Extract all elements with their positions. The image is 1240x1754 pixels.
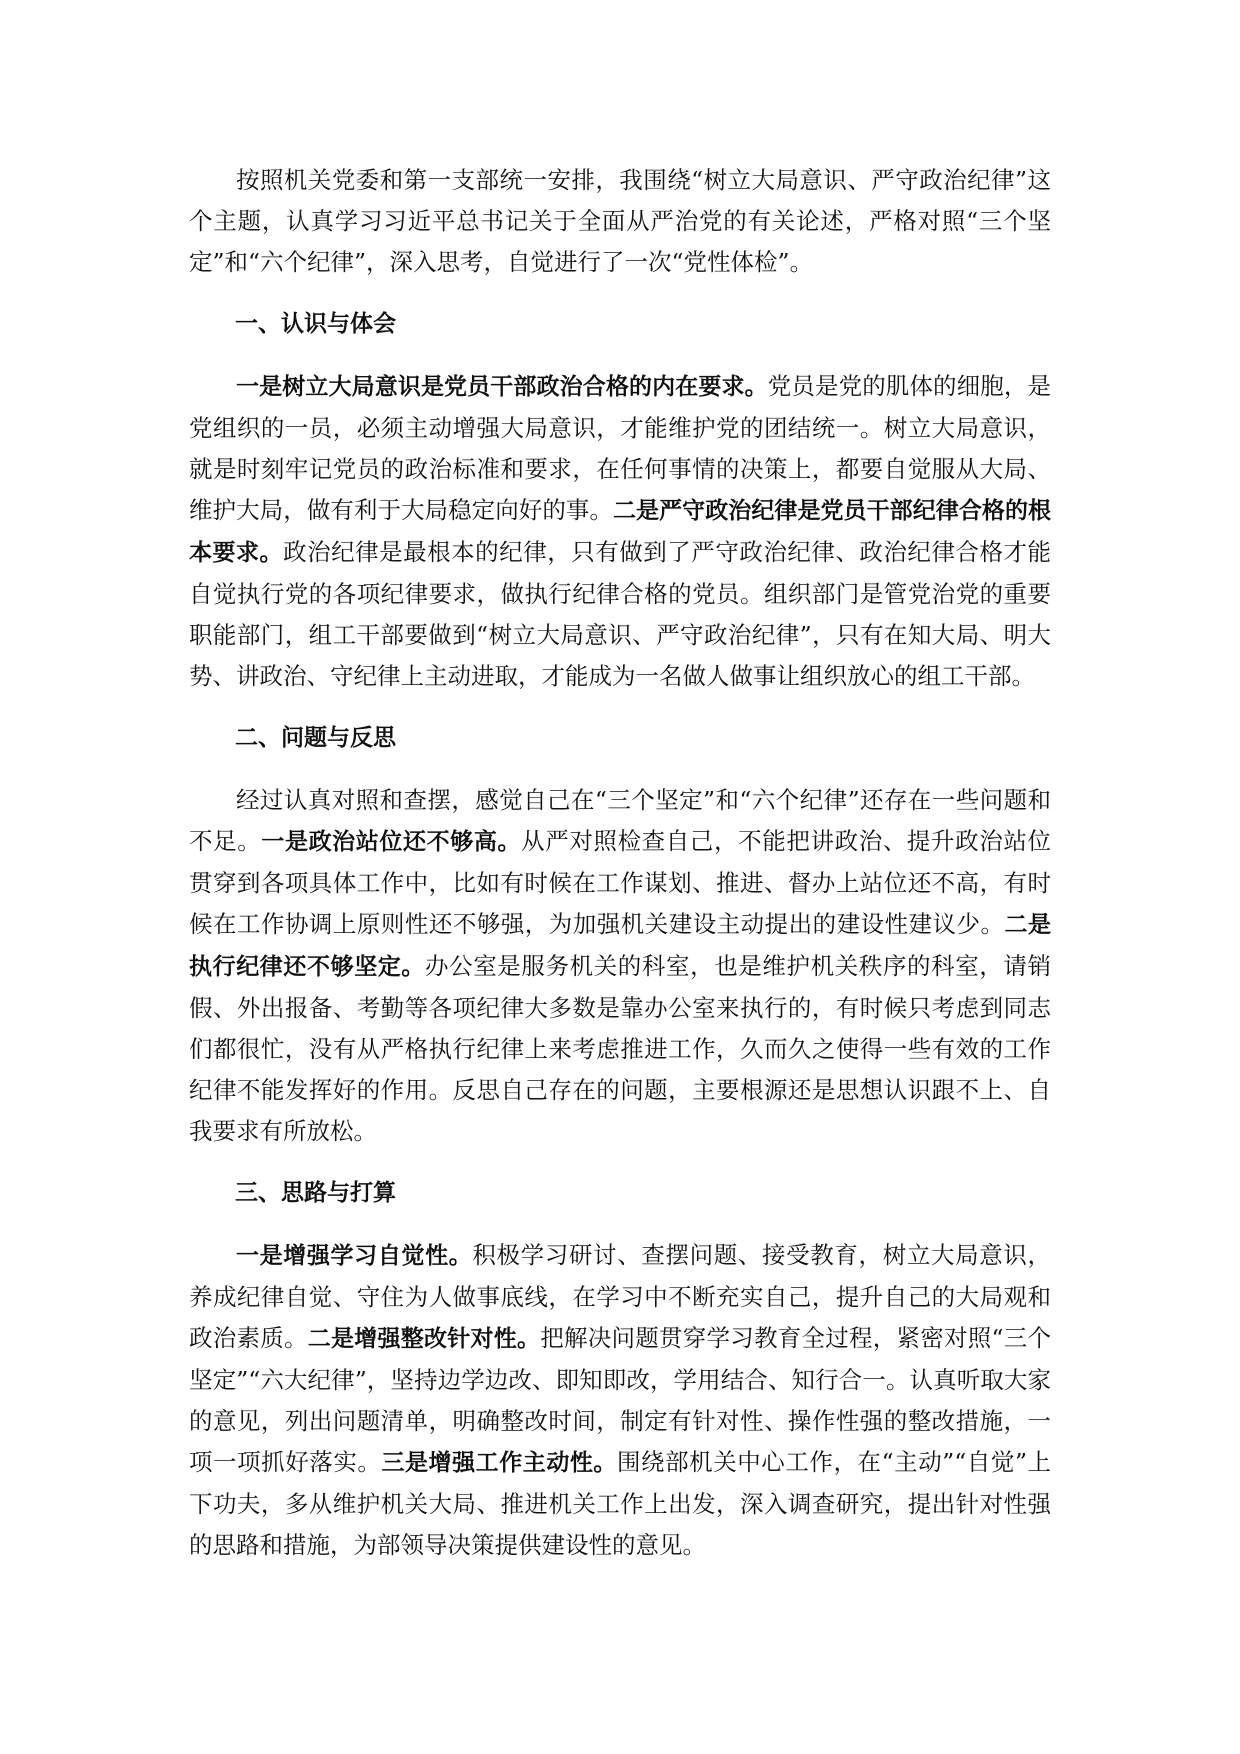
intro-paragraph [189, 160, 1051, 283]
text-run: 围绕部机关中心工作，在“主动”“自觉”上下功夫，多从维护机关大局、推进机关工作上出发，深入调查研究，提出针对性强的思路和措施，为部领导决策提供建设性的意见。 [189, 1448, 1052, 1559]
text-run: 政治纪律是最根本的纪律，只有做到了严守政治纪律、政治纪律合格才能自觉执行党的各项纪律要求，做执行纪律合格的党员。组织部门是管党治党的重要职能部门，组工干部要做到“树立大局意识、严守政治纪律”，只有在知大局、明大势、讲政治、守纪律上主动进取，才能成为一名做人做事让组织放心的组工干部。 [189, 538, 1052, 690]
text-run: 办公室是服务机关的科室，也是维护机关秩序的科室，请销假、外出报备、考勤等各项纪律大多数是靠办公室来执行的，有时候只考虑到同志们都很忙，没有从严格执行纪律上来考虑推进工作，久而久之使得一些有效的工作纪律不能发挥好的作用。反思自己存在的问题，主要根源还是思想认识跟不上、自我要求有所放松。 [189, 952, 1051, 1145]
heading-text: 一、认识与体会 [235, 311, 396, 337]
bold-lead-text: 一是政治站位还不够高。 [261, 829, 522, 855]
text-run: 经过认真对照和查摆，感觉自己在“三个坚定”和“六个纪律”还存在一些问题和不足。 [189, 786, 1051, 855]
bold-lead-text: 一是增强学习自觉性。 [236, 1243, 473, 1269]
bold-lead-text: 二是严守政治纪律是党员干部纪律合格的根本要求。 [189, 498, 1052, 566]
section-3-paragraph [189, 1235, 1051, 1566]
heading-text: 三、思路与打算 [235, 1180, 396, 1206]
section-heading-1 [189, 304, 1051, 345]
bold-lead-text: 一是树立大局意识是党员干部政治合格的内在要求。 [236, 374, 768, 400]
text-run: 积极学习研讨、查摆问题、接受教育，树立大局意识，养成纪律自觉、守住为人做事底线，在学习中不断充实自己，提升自己的大局观和政治素质。 [189, 1241, 1052, 1352]
bold-lead-text: 三是增强工作主动性。 [381, 1450, 617, 1476]
text-run: 把解决问题贯穿学习教育全过程，紧密对照“三个坚定”“六大纪律”，坚持边学边改、即知即改，学用结合、知行合一。认真听取大家的意见，列出问题清单，明确整改时间，制定有针对性、操作性强的整改措施，一项一项抓好落实。 [189, 1324, 1052, 1476]
section-heading-3 [189, 1173, 1051, 1214]
section-2-paragraph [189, 780, 1051, 1152]
text-run: 党员是党的肌体的细胞，是党组织的一员，必须主动增强大局意识，才能维护党的团结统一。树立大局意识，就是时刻牢记党员的政治标准和要求，在任何事情的决策上，都要自觉服从大局、维护大局，做有利于大局稳定向好的事。 [189, 372, 1052, 524]
heading-text: 二、问题与反思 [235, 725, 396, 751]
section-heading-2 [189, 718, 1051, 759]
section-1-paragraph [189, 366, 1051, 697]
text-run: 从严对照检查自己，不能把讲政治、提升政治站位贯穿到各项具体工作中，比如有时候在工作谋划、推进、督办上站位还不高，有时候在工作协调上原则性还不够强，为加强机关建设主动提出的建设性建议少。 [189, 827, 1052, 938]
bold-lead-text: 二是增强整改针对性。 [307, 1326, 541, 1352]
document-body [189, 160, 1051, 1587]
bold-lead-text: 二是执行纪律还不够坚定。 [189, 912, 1052, 980]
text-run: 按照机关党委和第一支部统一安排，我围绕“树立大局意识、严守政治纪律”这个主题，认真学习习近平总书记关于全面从严治党的有关论述，严格对照“三个坚定”和“六个纪律”，深入思考，自觉进行了一次“党性体检”。 [189, 166, 1051, 276]
